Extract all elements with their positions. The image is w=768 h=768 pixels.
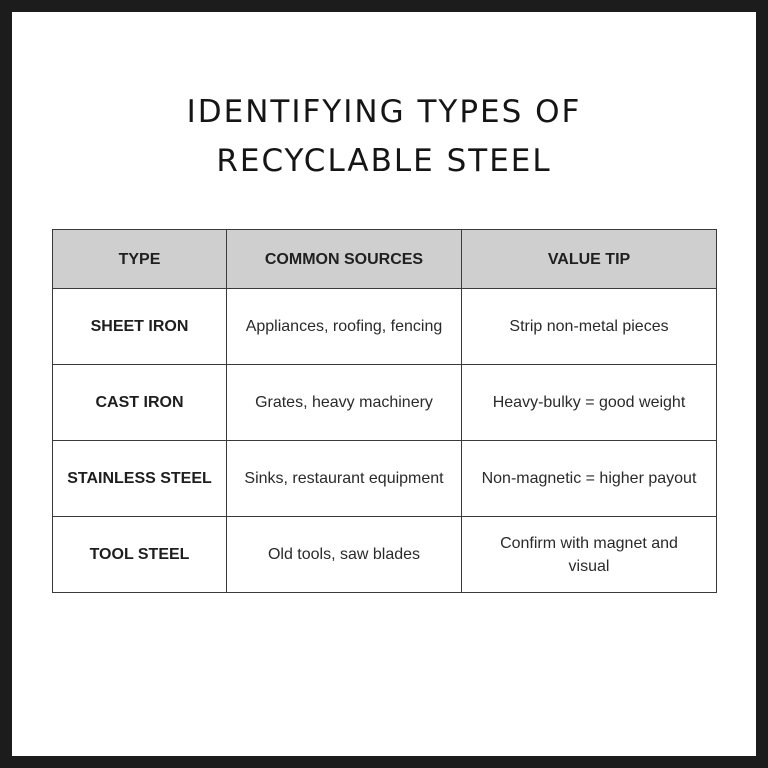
cell-tip (462, 517, 717, 593)
infographic-card (12, 12, 756, 756)
table-row (53, 517, 717, 593)
steel-types-table (52, 229, 717, 593)
cell-type: CAST IRON (53, 365, 227, 441)
cell-tip: Non-magnetic = higher payout (462, 441, 717, 517)
table-row (53, 365, 717, 441)
cell-tip: Strip non-metal pieces (462, 289, 717, 365)
page-title (12, 88, 756, 186)
cell-sources: Appliances, roofing, fencing (227, 289, 462, 365)
header-type: TYPE (53, 230, 227, 289)
title-line-2: RECYCLABLE STEEL (216, 143, 552, 179)
cell-type: SHEET IRON (53, 289, 227, 365)
table-header-row (53, 230, 717, 289)
header-common-sources: COMMON SOURCES (227, 230, 462, 289)
cell-tip-text: Confirm with magnet and visual (500, 534, 678, 575)
cell-tip: Heavy-bulky = good weight (462, 365, 717, 441)
cell-sources: Grates, heavy machinery (227, 365, 462, 441)
table-row (53, 289, 717, 365)
cell-type: STAINLESS STEEL (53, 441, 227, 517)
cell-type: TOOL STEEL (53, 517, 227, 593)
title-line-1: IDENTIFYING TYPES OF (186, 94, 582, 130)
header-value-tip: VALUE TIP (462, 230, 717, 289)
table-row (53, 441, 717, 517)
cell-sources: Sinks, restaurant equipment (227, 441, 462, 517)
cell-sources: Old tools, saw blades (227, 517, 462, 593)
